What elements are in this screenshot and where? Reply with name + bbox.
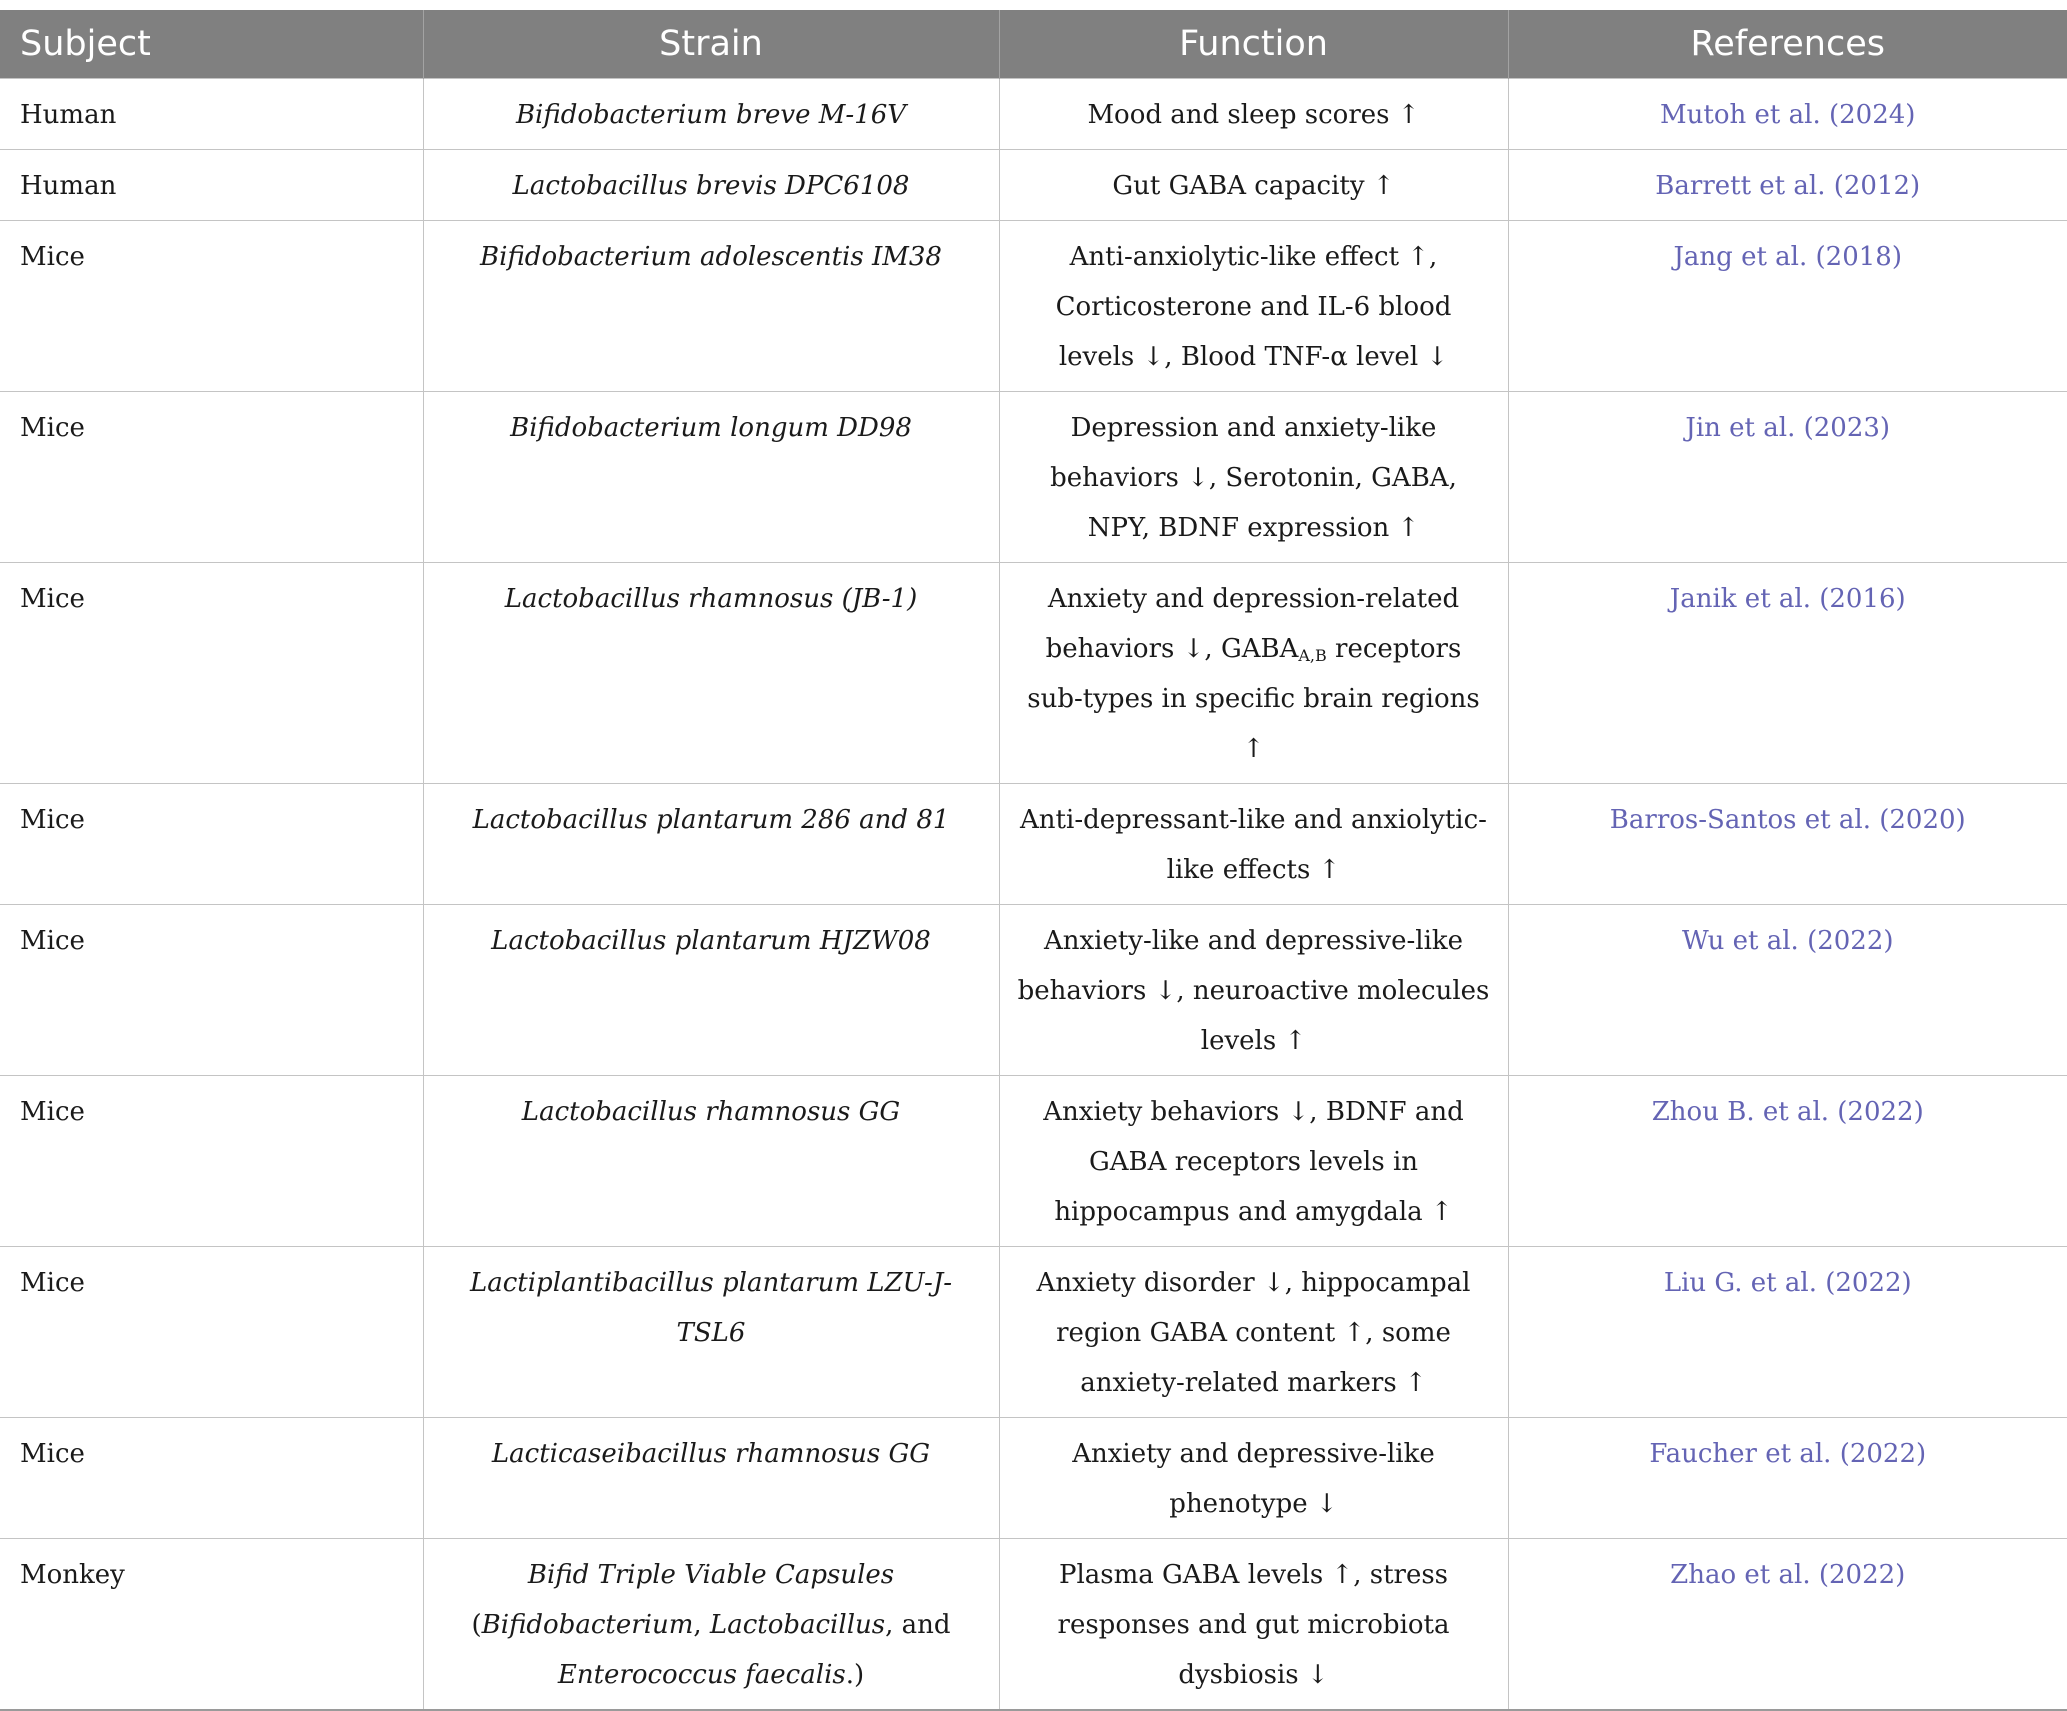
function-cell: Anti-depressant-like and anxiolytic-like effects ↑ (999, 784, 1508, 905)
subject-cell: Mice (0, 905, 423, 1076)
strain-cell: Lactobacillus plantarum 286 and 81 (423, 784, 999, 905)
function-cell: Anti-anxiolytic-like effect ↑, Corticosterone and IL-6 blood levels ↓, Blood TNF-α level ↓ (999, 221, 1508, 392)
strain-part-close: .) (845, 1660, 865, 1690)
subject-cell: Human (0, 150, 423, 221)
strain-cell: Bifidobacterium breve M-16V (423, 79, 999, 150)
function-subscript: A,B (1298, 646, 1327, 665)
reference-link[interactable]: Zhao et al. (2022) (1508, 1539, 2067, 1711)
strain-cell: Lacticaseibacillus rhamnosus GG (423, 1418, 999, 1539)
strain-cell: Lactobacillus brevis DPC6108 (423, 150, 999, 221)
reference-link[interactable]: Barros-Santos et al. (2020) (1508, 784, 2067, 905)
strain-cell: Lactobacillus rhamnosus (JB-1) (423, 563, 999, 784)
function-cell: Anxiety disorder ↓, hippocampal region GABA content ↑, some anxiety-related markers ↑ (999, 1247, 1508, 1418)
table-row (0, 905, 2067, 1076)
reference-link[interactable]: Mutoh et al. (2024) (1508, 79, 2067, 150)
strain-part-sep-1: , (693, 1610, 710, 1640)
strain-cell (423, 1539, 999, 1711)
function-cell: Depression and anxiety-like behaviors ↓, Serotonin, GABA, NPY, BDNF expression ↑ (999, 392, 1508, 563)
subject-cell: Human (0, 79, 423, 150)
strain-part-paren: ( (471, 1610, 482, 1640)
reference-link[interactable]: Barrett et al. (2012) (1508, 150, 2067, 221)
strain-cell: Lactobacillus rhamnosus GG (423, 1076, 999, 1247)
strain-cell: Lactobacillus plantarum HJZW08 (423, 905, 999, 1076)
table-row (0, 79, 2067, 150)
table-row (0, 1418, 2067, 1539)
strain-part-species-3: Enterococcus faecalis (557, 1660, 846, 1690)
reference-link[interactable]: Janik et al. (2016) (1508, 563, 2067, 784)
function-cell: Anxiety and depressive-like phenotype ↓ (999, 1418, 1508, 1539)
function-cell: Anxiety behaviors ↓, BDNF and GABA receptors levels in hippocampus and amygdala ↑ (999, 1076, 1508, 1247)
subject-cell: Mice (0, 784, 423, 905)
reference-link[interactable]: Wu et al. (2022) (1508, 905, 2067, 1076)
function-cell: Plasma GABA levels ↑, stress responses and gut microbiota dysbiosis ↓ (999, 1539, 1508, 1711)
strain-part-genus-1: Bifidobacterium (481, 1610, 694, 1640)
function-text-pre: Anxiety and depression-related behaviors ↓, GABA (1045, 584, 1460, 664)
subject-cell: Monkey (0, 1539, 423, 1711)
subject-cell: Mice (0, 1076, 423, 1247)
strain-cell: Bifidobacterium longum DD98 (423, 392, 999, 563)
reference-link[interactable]: Zhou B. et al. (2022) (1508, 1076, 2067, 1247)
column-header-function: Function (999, 10, 1508, 79)
subject-cell: Mice (0, 563, 423, 784)
subject-cell: Mice (0, 392, 423, 563)
function-cell (999, 563, 1508, 784)
subject-cell: Mice (0, 1247, 423, 1418)
table-header (0, 10, 2067, 79)
table-row (0, 392, 2067, 563)
table-row (0, 784, 2067, 905)
column-header-references: References (1508, 10, 2067, 79)
table-row (0, 1247, 2067, 1418)
strain-part-product: Bifid Triple Viable Capsules (527, 1560, 895, 1590)
function-text-post: receptors sub-types in specific brain regions ↑ (1027, 634, 1480, 764)
table-row (0, 221, 2067, 392)
reference-link[interactable]: Liu G. et al. (2022) (1508, 1247, 2067, 1418)
strain-part-sep-2: , and (885, 1610, 951, 1640)
strain-cell: Lactiplantibacillus plantarum LZU-J-TSL6 (423, 1247, 999, 1418)
reference-link[interactable]: Faucher et al. (2022) (1508, 1418, 2067, 1539)
subject-cell: Mice (0, 221, 423, 392)
subject-cell: Mice (0, 1418, 423, 1539)
reference-link[interactable]: Jang et al. (2018) (1508, 221, 2067, 392)
function-cell: Gut GABA capacity ↑ (999, 150, 1508, 221)
table-row (0, 563, 2067, 784)
table-row (0, 150, 2067, 221)
table-body (0, 79, 2067, 1711)
table-row (0, 1076, 2067, 1247)
probiotics-table (0, 10, 2067, 1711)
function-cell: Anxiety-like and depressive-like behaviors ↓, neuroactive molecules levels ↑ (999, 905, 1508, 1076)
header-row (0, 10, 2067, 79)
strain-cell: Bifidobacterium adolescentis IM38 (423, 221, 999, 392)
column-header-subject: Subject (0, 10, 423, 79)
strain-part-genus-2: Lactobacillus (709, 1610, 886, 1640)
reference-link[interactable]: Jin et al. (2023) (1508, 392, 2067, 563)
function-cell: Mood and sleep scores ↑ (999, 79, 1508, 150)
table-row (0, 1539, 2067, 1711)
column-header-strain: Strain (423, 10, 999, 79)
